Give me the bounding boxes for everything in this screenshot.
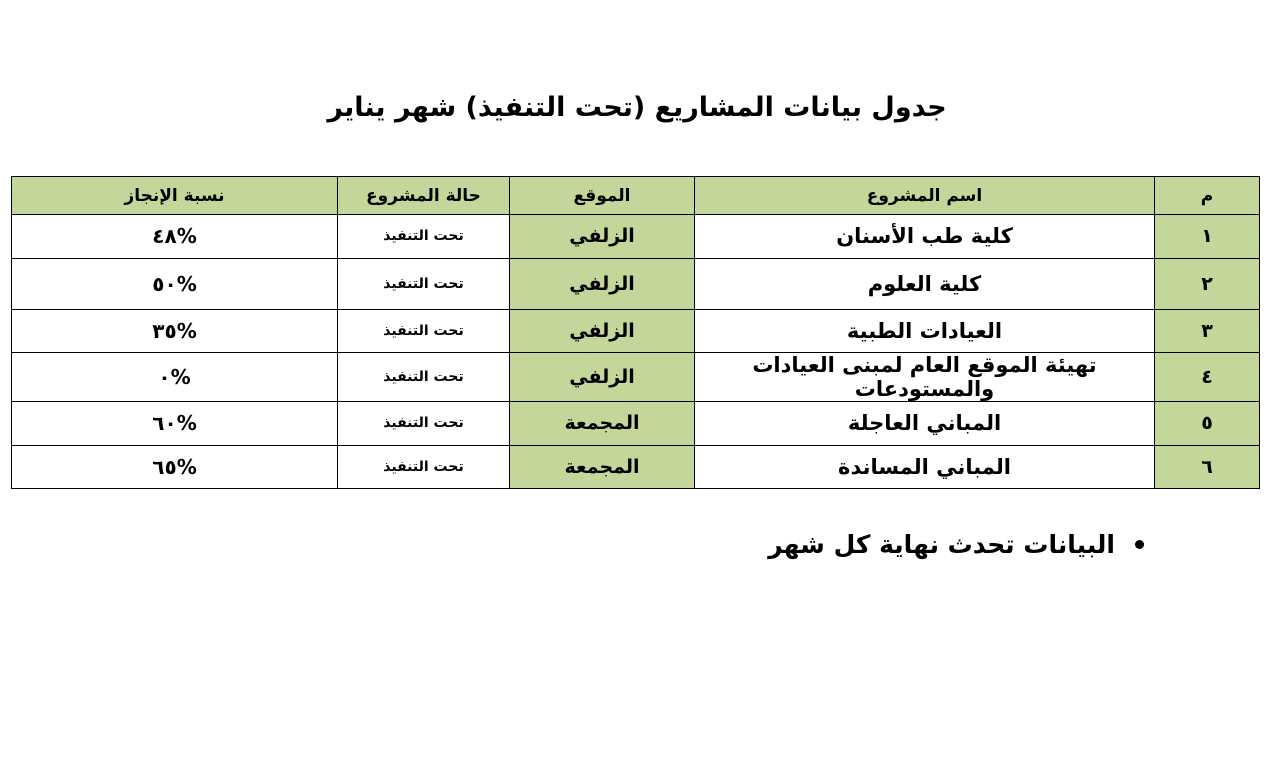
table-row [12, 215, 1260, 259]
project-status: تحت التنفيذ [338, 402, 510, 446]
table-row [12, 353, 1260, 402]
project-name: تهيئة الموقع العام لمبنى العيادات والمستودعات [695, 353, 1155, 402]
row-number: ٢ [1155, 258, 1260, 309]
project-status: تحت التنفيذ [338, 215, 510, 259]
header-name: اسم المشروع [695, 177, 1155, 215]
project-name: كلية طب الأسنان [695, 215, 1155, 259]
table-row [12, 258, 1260, 309]
project-progress: %٦٠ [12, 402, 338, 446]
page-title: جدول بيانات المشاريع (تحت التنفيذ) شهر يناير [327, 92, 947, 123]
row-number: ٣ [1155, 309, 1260, 353]
project-progress: %٠ [12, 353, 338, 402]
project-location: المجمعة [510, 402, 695, 446]
project-status: تحت التنفيذ [338, 445, 510, 489]
project-name: العيادات الطبية [695, 309, 1155, 353]
update-note-text: البيانات تحدث نهاية كل شهر [768, 530, 1115, 559]
project-progress: %٥٠ [12, 258, 338, 309]
project-name: كلية العلوم [695, 258, 1155, 309]
project-location: الزلفي [510, 215, 695, 259]
row-number: ٤ [1155, 353, 1260, 402]
project-status: تحت التنفيذ [338, 258, 510, 309]
projects-table [11, 176, 1260, 489]
project-progress: %٣٥ [12, 309, 338, 353]
update-note [768, 530, 1144, 559]
table-row [12, 445, 1260, 489]
bullet-icon [1135, 540, 1144, 549]
project-progress: %٦٥ [12, 445, 338, 489]
table-row [12, 402, 1260, 446]
project-location: الزلفي [510, 353, 695, 402]
project-status: تحت التنفيذ [338, 353, 510, 402]
header-progress: نسبة الإنجاز [12, 177, 338, 215]
header-num: م [1155, 177, 1260, 215]
row-number: ٦ [1155, 445, 1260, 489]
project-location: الزلفي [510, 258, 695, 309]
project-progress: %٤٨ [12, 215, 338, 259]
project-name: المباني المساندة [695, 445, 1155, 489]
table-header-row [12, 177, 1260, 215]
project-location: الزلفي [510, 309, 695, 353]
project-name: المباني العاجلة [695, 402, 1155, 446]
table-row [12, 309, 1260, 353]
row-number: ٥ [1155, 402, 1260, 446]
project-status: تحت التنفيذ [338, 309, 510, 353]
row-number: ١ [1155, 215, 1260, 259]
project-location: المجمعة [510, 445, 695, 489]
header-location: الموقع [510, 177, 695, 215]
header-status: حالة المشروع [338, 177, 510, 215]
